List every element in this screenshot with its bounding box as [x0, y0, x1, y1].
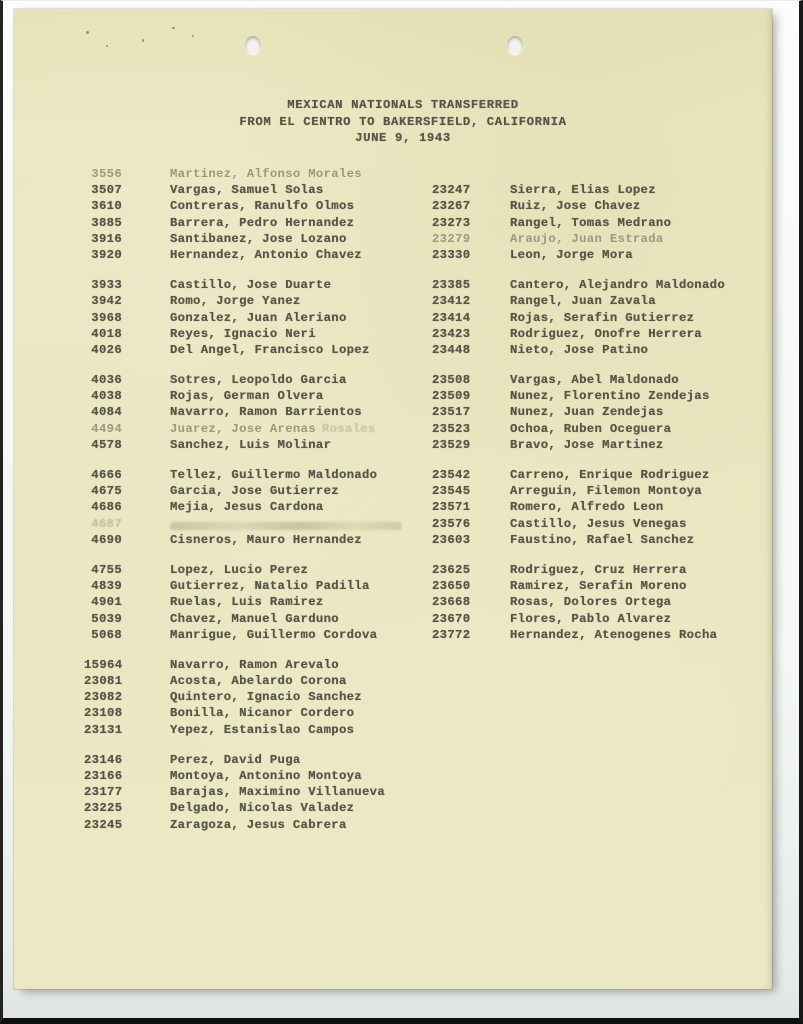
prisoner-number [432, 689, 470, 705]
prisoner-name-text: Rojas, German Olvera [170, 389, 324, 404]
roster-row [14, 784, 772, 800]
prisoner-number: 4901 [91, 595, 122, 610]
prisoner-name-text: Araujo, Juan Estrada [510, 231, 664, 246]
prisoner-name [510, 516, 772, 532]
transfer-roster [14, 166, 772, 847]
prisoner-number: 23423 [432, 326, 471, 341]
roster-row [14, 627, 772, 643]
prisoner-number: 4494 [91, 421, 122, 436]
prisoner-name [510, 689, 772, 705]
prisoner-name [510, 182, 772, 198]
prisoner-number: 23166 [84, 769, 123, 783]
roster-row [14, 182, 772, 198]
roster-row [14, 722, 772, 738]
prisoner-name-text: Reyes, Ignacio Neri [170, 326, 316, 341]
prisoner-name-text: Rosas, Dolores Ortega [510, 595, 672, 610]
roster-row [14, 215, 772, 231]
prisoner-number: 5039 [91, 611, 122, 626]
roster-row [14, 562, 772, 578]
prisoner-name [510, 215, 772, 231]
prisoner-number: 4755 [91, 562, 122, 577]
roster-row [14, 578, 772, 594]
prisoner-name [170, 768, 432, 784]
prisoner-name-text: Navarro, Ramon Arevalo [170, 657, 339, 672]
prisoner-number [432, 800, 470, 816]
prisoner-name [170, 215, 432, 231]
prisoner-number: 4839 [91, 579, 122, 594]
prisoner-number: 15964 [84, 657, 123, 672]
prisoner-name [170, 388, 432, 404]
prisoner-name [510, 372, 772, 388]
prisoner-name-text: Quintero, Ignacio Sanchez [170, 690, 362, 705]
roster-row [14, 499, 772, 515]
prisoner-number: 23509 [432, 389, 471, 404]
prisoner-number [432, 722, 470, 738]
roster-row [14, 372, 772, 388]
roster-group [14, 372, 772, 453]
prisoner-number: 23603 [432, 532, 471, 547]
paper-speckle [142, 39, 144, 42]
prisoner-number: 23412 [432, 294, 471, 309]
punch-hole-right-icon [507, 36, 523, 55]
prisoner-number: 23625 [432, 562, 471, 577]
prisoner-number: 4038 [91, 389, 122, 404]
prisoner-name-text: Bonilla, Nicanor Cordero [170, 706, 355, 721]
prisoner-name [170, 421, 432, 437]
roster-row [14, 768, 772, 784]
prisoner-number: 23670 [432, 611, 471, 626]
prisoner-number: 3920 [91, 247, 122, 262]
prisoner-name [510, 562, 772, 578]
roster-row [14, 483, 772, 499]
prisoner-number: 23273 [432, 215, 471, 230]
prisoner-name [170, 182, 432, 198]
prisoner-name-text: Barajas, Maximino Villanueva [170, 785, 386, 800]
erased-ghost-text: Rosales [321, 421, 376, 436]
prisoner-name [170, 310, 432, 326]
prisoner-name [170, 372, 432, 388]
prisoner-name [510, 657, 772, 673]
prisoner-name-text: Manrigue, Guillermo Cordova [170, 627, 378, 642]
prisoner-number: 23668 [432, 595, 471, 610]
roster-row [14, 388, 772, 404]
prisoner-name-text: Hernandez, Atenogenes Rocha [510, 627, 718, 642]
roster-group [14, 166, 772, 263]
prisoner-number: 3942 [91, 294, 122, 309]
prisoner-name [510, 499, 772, 515]
prisoner-name [170, 657, 432, 673]
prisoner-name [170, 562, 432, 578]
prisoner-number: 23245 [84, 817, 123, 832]
prisoner-name [170, 784, 432, 800]
prisoner-number: 23772 [432, 627, 471, 642]
prisoner-name [510, 467, 772, 483]
prisoner-name [170, 611, 432, 627]
prisoner-name [510, 800, 772, 816]
prisoner-name-text: Zaragoza, Jesus Cabrera [170, 817, 347, 832]
prisoner-number [432, 752, 470, 768]
prisoner-name [170, 722, 432, 738]
prisoner-name [510, 594, 772, 610]
prisoner-name-text: Castillo, Jose Duarte [170, 278, 332, 293]
prisoner-name [510, 532, 772, 548]
prisoner-name [510, 388, 772, 404]
prisoner-number: 4675 [91, 484, 122, 499]
roster-row [14, 247, 772, 263]
prisoner-number: 3933 [91, 278, 122, 293]
paper-speckle [192, 35, 194, 37]
prisoner-number: 23247 [432, 183, 471, 198]
roster-group [14, 562, 772, 643]
prisoner-name-text: Gutierrez, Natalio Padilla [170, 579, 370, 594]
prisoner-name [510, 817, 772, 833]
prisoner-number: 4686 [91, 500, 122, 515]
prisoner-name [170, 817, 432, 833]
roster-row [14, 166, 772, 182]
prisoner-name-text: Montoya, Antonino Montoya [170, 769, 362, 783]
prisoner-name [170, 800, 432, 816]
roster-row [14, 532, 772, 548]
prisoner-name-text: Delgado, Nicolas Valadez [170, 801, 355, 816]
prisoner-number [432, 166, 470, 182]
prisoner-number: 23571 [432, 500, 471, 515]
prisoner-name-text: Garcia, Jose Gutierrez [170, 484, 339, 499]
prisoner-name-text: Vargas, Samuel Solas [170, 183, 324, 198]
roster-row [14, 326, 772, 342]
prisoner-name [510, 166, 772, 182]
prisoner-name-text: Arreguin, Filemon Montoya [510, 484, 702, 499]
prisoner-name [510, 277, 772, 293]
roster-row [14, 293, 772, 309]
prisoner-name [510, 293, 772, 309]
prisoner-name [510, 247, 772, 263]
prisoner-name-text: Sanchez, Luis Molinar [170, 437, 332, 452]
prisoner-number [432, 673, 470, 689]
prisoner-name [510, 705, 772, 721]
prisoner-name-text: Romero, Alfredo Leon [510, 500, 664, 515]
prisoner-name-text: Leon, Jorge Mora [510, 247, 633, 262]
prisoner-number: 3885 [91, 215, 122, 230]
prisoner-number: 4084 [91, 405, 122, 420]
prisoner-name-text: Ruelas, Luis Ramirez [170, 595, 324, 610]
prisoner-name-text: Chavez, Manuel Garduno [170, 611, 339, 626]
prisoner-name [170, 689, 432, 705]
prisoner-name-text: Nieto, Jose Patino [510, 342, 649, 357]
prisoner-name [170, 277, 432, 293]
erased-entry-smudge [170, 522, 402, 530]
prisoner-name [510, 342, 772, 358]
prisoner-name-text: Ruiz, Jose Chavez [510, 199, 641, 214]
prisoner-number: 23517 [432, 405, 471, 420]
prisoner-name-text: Juarez, Jose Arenas [170, 421, 316, 436]
roster-row [14, 611, 772, 627]
roster-row [14, 404, 772, 420]
prisoner-number: 23082 [84, 690, 123, 705]
prisoner-name [170, 516, 432, 532]
prisoner-number [432, 768, 470, 784]
prisoner-name-text: Nunez, Juan Zendejas [510, 405, 664, 420]
prisoner-name-text: Tellez, Guillermo Maldonado [170, 468, 378, 482]
prisoner-name [170, 532, 432, 548]
document-title-line-1: MEXICAN NATIONALS TRANSFERRED [287, 98, 519, 112]
prisoner-name-text: Del Angel, Francisco Lopez [170, 342, 370, 357]
prisoner-name-text: Cantero, Alejandro Maldonado [510, 278, 726, 293]
prisoner-name-text: Barrera, Pedro Hernandez [170, 215, 355, 230]
prisoner-number: 23108 [84, 706, 123, 721]
roster-row [14, 657, 772, 673]
roster-row [14, 437, 772, 453]
prisoner-number: 3610 [91, 199, 122, 214]
prisoner-number: 4687 [91, 516, 122, 531]
prisoner-name [170, 326, 432, 342]
prisoner-name-text: Yepez, Estanislao Campos [170, 722, 355, 737]
prisoner-name-text: Carreno, Enrique Rodriguez [510, 468, 710, 482]
prisoner-name [510, 404, 772, 420]
prisoner-number: 23385 [432, 278, 471, 293]
roster-row [14, 752, 772, 768]
prisoner-name [170, 198, 432, 214]
prisoner-number: 3916 [91, 231, 122, 246]
prisoner-name-text: Flores, Pablo Alvarez [510, 611, 672, 626]
prisoner-number: 4690 [91, 532, 122, 547]
prisoner-name-text: Cisneros, Mauro Hernandez [170, 532, 362, 547]
prisoner-name-text: Hernandez, Antonio Chavez [170, 247, 362, 262]
prisoner-name [510, 673, 772, 689]
roster-row [14, 516, 772, 532]
prisoner-name-text: Perez, David Puga [170, 752, 301, 767]
prisoner-name [170, 467, 432, 483]
prisoner-name [170, 483, 432, 499]
prisoner-number: 23448 [432, 342, 471, 357]
prisoner-name [510, 310, 772, 326]
prisoner-number: 23146 [84, 752, 123, 767]
prisoner-name [170, 404, 432, 420]
prisoner-name [510, 611, 772, 627]
paper-speckle [86, 31, 89, 34]
prisoner-name [170, 342, 432, 358]
prisoner-number: 4026 [91, 342, 122, 357]
prisoner-number: 23279 [432, 231, 471, 246]
prisoner-number: 23529 [432, 437, 471, 452]
prisoner-name-text: Acosta, Abelardo Corona [170, 674, 347, 689]
prisoner-name-text: Lopez, Lucio Perez [170, 562, 309, 577]
prisoner-number: 23081 [84, 674, 123, 689]
prisoner-name [510, 326, 772, 342]
prisoner-name-text: Rangel, Juan Zavala [510, 294, 656, 309]
prisoner-name [510, 578, 772, 594]
prisoner-name [510, 231, 772, 247]
prisoner-number: 23267 [432, 199, 471, 214]
prisoner-name [510, 722, 772, 738]
prisoner-name-text: Mejia, Jesus Cardona [170, 500, 324, 515]
roster-row [14, 705, 772, 721]
prisoner-name [510, 768, 772, 784]
prisoner-name-text: Sotres, Leopoldo Garcia [170, 373, 347, 388]
prisoner-name [170, 499, 432, 515]
prisoner-name-text: Navarro, Ramon Barrientos [170, 405, 362, 420]
prisoner-number: 23414 [432, 310, 471, 325]
roster-row [14, 800, 772, 816]
prisoner-name [510, 627, 772, 643]
prisoner-name-text: Contreras, Ranulfo Olmos [170, 199, 355, 214]
paper-speckle [106, 45, 108, 47]
prisoner-number: 23523 [432, 421, 471, 436]
roster-row [14, 198, 772, 214]
prisoner-number: 23576 [432, 516, 471, 531]
roster-row [14, 689, 772, 705]
prisoner-name-text: Gonzalez, Juan Aleriano [170, 310, 347, 325]
prisoner-number: 23545 [432, 484, 471, 499]
roster-row [14, 231, 772, 247]
roster-row [14, 594, 772, 610]
prisoner-name [510, 198, 772, 214]
roster-group [14, 277, 772, 358]
prisoner-name-text: Castillo, Jesus Venegas [510, 516, 687, 531]
prisoner-number: 3507 [91, 183, 122, 198]
roster-row [14, 673, 772, 689]
punch-hole-left-icon [245, 36, 261, 55]
prisoner-name-text: Faustino, Rafael Sanchez [510, 532, 695, 547]
prisoner-number [432, 705, 470, 721]
prisoner-number: 5068 [91, 627, 122, 642]
prisoner-number: 4578 [91, 437, 122, 452]
prisoner-name [170, 166, 432, 182]
prisoner-name-text: Sierra, Elias Lopez [510, 183, 656, 198]
prisoner-name [170, 437, 432, 453]
prisoner-name-text: Romo, Jorge Yanez [170, 294, 301, 309]
roster-row [14, 467, 772, 483]
prisoner-name-text: Ramirez, Serafin Moreno [510, 579, 687, 594]
prisoner-name-text: Rojas, Serafin Gutierrez [510, 310, 695, 325]
prisoner-name [510, 483, 772, 499]
prisoner-name [510, 421, 772, 437]
prisoner-number: 23131 [84, 722, 123, 737]
prisoner-name [170, 627, 432, 643]
prisoner-name [510, 784, 772, 800]
prisoner-number [432, 657, 470, 673]
prisoner-name [170, 231, 432, 247]
roster-group [14, 752, 772, 833]
prisoner-number: 23330 [432, 247, 471, 262]
paper-sheet [14, 9, 772, 989]
prisoner-number: 23508 [432, 373, 471, 388]
prisoner-name-text: Rodriguez, Cruz Herrera [510, 562, 687, 577]
document-title [239, 97, 566, 147]
prisoner-name [510, 437, 772, 453]
roster-row [14, 342, 772, 358]
roster-row [14, 310, 772, 326]
prisoner-number: 23225 [84, 801, 123, 816]
prisoner-name-text: Rodriguez, Onofre Herrera [510, 326, 702, 341]
prisoner-name [170, 705, 432, 721]
prisoner-name-text: Rangel, Tomas Medrano [510, 215, 672, 230]
prisoner-number: 23177 [84, 785, 123, 800]
prisoner-number: 4018 [91, 326, 122, 341]
prisoner-number: 4036 [91, 373, 122, 388]
prisoner-number [432, 817, 470, 833]
prisoner-name-text: Vargas, Abel Maldonado [510, 373, 679, 388]
prisoner-name-text: Martinez, Alfonso Morales [170, 167, 362, 181]
prisoner-name-text: Ochoa, Ruben Oceguera [510, 421, 672, 436]
document-title-line-2: FROM EL CENTRO TO BAKERSFIELD, CALIFORNIA [239, 114, 567, 129]
prisoner-name [170, 247, 432, 263]
roster-row [14, 421, 772, 437]
prisoner-number: 3556 [91, 167, 122, 181]
document-title-line-3: JUNE 9, 1943 [355, 131, 451, 146]
prisoner-number: 23542 [432, 468, 471, 482]
roster-row [14, 817, 772, 833]
roster-group [14, 657, 772, 738]
prisoner-name [170, 752, 432, 768]
prisoner-number [432, 784, 470, 800]
prisoner-name [170, 293, 432, 309]
prisoner-name [170, 594, 432, 610]
prisoner-name [510, 752, 772, 768]
roster-row [14, 277, 772, 293]
prisoner-name [170, 578, 432, 594]
paper-speckle [172, 27, 175, 29]
prisoner-number: 3968 [91, 310, 122, 325]
prisoner-name-text: Bravo, Jose Martinez [510, 437, 664, 452]
prisoner-number: 4666 [91, 468, 122, 482]
prisoner-name [170, 673, 432, 689]
roster-group [14, 467, 772, 548]
prisoner-name-text: Nunez, Florentino Zendejas [510, 389, 710, 404]
prisoner-name-text: Santibanez, Jose Lozano [170, 231, 347, 246]
prisoner-number: 23650 [432, 579, 471, 594]
